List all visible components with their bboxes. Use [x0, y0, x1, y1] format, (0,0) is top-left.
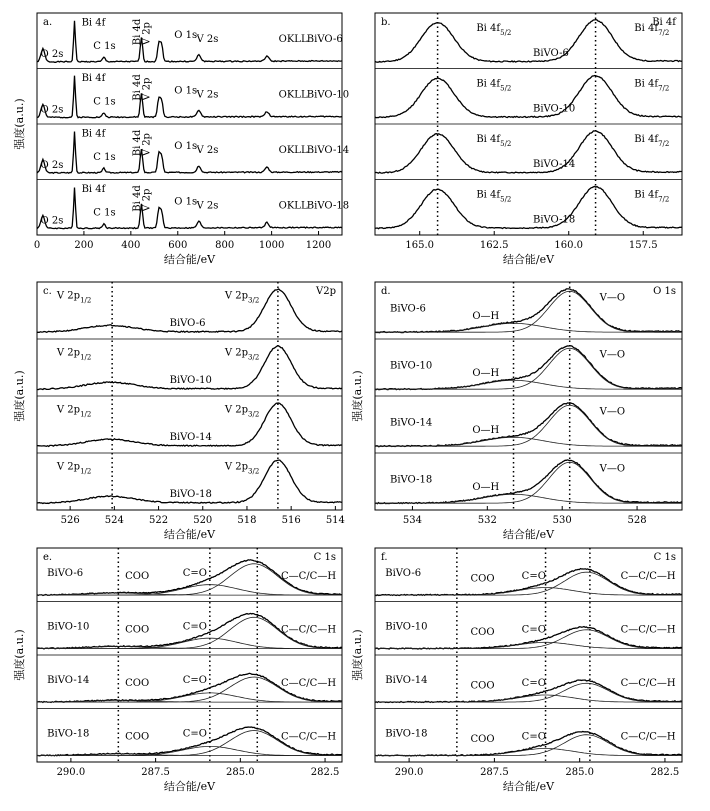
x-tick-label: 287.5 [141, 767, 170, 778]
peak-label: O 2s [40, 159, 64, 171]
y-axis-label: 强度(a.u.) [351, 370, 364, 422]
series-label: BiVO-18 [47, 728, 90, 740]
peak-label: O 2s [40, 48, 64, 60]
peak-label: Bi $4f_{5/2}$ [476, 22, 512, 37]
panel-e [12, 548, 342, 793]
peak-label: Bi 4d [132, 185, 144, 212]
peak-label: C—C/C—H [620, 570, 676, 582]
peak-label: COO [125, 570, 150, 582]
x-tick-label: 526 [60, 515, 80, 526]
peak-label: V—O [599, 292, 626, 304]
peak-label: O 2s [40, 104, 64, 116]
peak-label: C=O [182, 568, 207, 580]
x-axis-label: 结合能/eV [163, 780, 216, 793]
panel-f [350, 548, 682, 793]
peak-label: V 2p [141, 77, 153, 101]
peak-label: C=O [521, 624, 546, 636]
peak-label: V $2p_{1/2}$ [56, 461, 92, 476]
series-label: BiVO-18 [385, 728, 428, 740]
peak-label: C—C/C—H [281, 570, 337, 582]
panel-c [12, 282, 345, 541]
x-tick-label: 285.0 [565, 767, 594, 778]
series-label: BiVO-6 [306, 33, 343, 45]
peak-label: COO [125, 731, 150, 743]
y-axis-label: 强度(a.u.) [13, 370, 26, 422]
series-label: BiVO-6 [532, 47, 569, 59]
peak-label: C—C/C—H [620, 624, 676, 636]
peak-label: O 1s [174, 85, 198, 97]
series-label: BiVO-18 [389, 474, 433, 486]
corner-label: O 1s [653, 286, 676, 297]
x-tick-label: 520 [193, 515, 213, 526]
peak-label: O 1s [174, 141, 198, 153]
peak-label: Bi $4f_{7/2}$ [634, 133, 670, 148]
series-label: BiVO-6 [389, 303, 426, 315]
y-axis-label: 强度(a.u.) [13, 98, 26, 150]
peak-label: V $2p_{3/2}$ [224, 404, 260, 419]
series-label: BiVO-10 [532, 103, 576, 115]
peak-label: V 2s [196, 89, 219, 101]
series-label: BiVO-14 [47, 675, 90, 687]
peak-label: Bi $4f_{5/2}$ [476, 133, 512, 148]
peak-label: COO [125, 624, 150, 636]
x-tick-label: 534 [402, 515, 422, 526]
peak-label: Bi 4d [132, 129, 144, 157]
peak-label: V $2p_{1/2}$ [56, 347, 92, 362]
series-label: BiVO-10 [169, 374, 212, 386]
peak-label: V 2p [141, 133, 153, 157]
series-label: BiVO-14 [306, 144, 350, 156]
peak-label: O—H [472, 482, 500, 494]
peak-label: V $2p_{1/2}$ [56, 404, 92, 419]
series-label: BiVO-18 [532, 214, 576, 226]
x-axis-label: 结合能/eV [502, 528, 555, 541]
peak-label: O 2s [40, 215, 64, 227]
x-axis-label: 结合能/eV [163, 253, 216, 266]
peak-label: V—O [599, 463, 626, 475]
peak-label: Bi $4f_{7/2}$ [634, 22, 670, 37]
x-tick-label: 530 [552, 515, 572, 526]
peak-label: C 1s [93, 96, 116, 108]
peak-label: C=O [521, 570, 546, 582]
x-tick-label: 600 [168, 240, 188, 251]
panel-letter: c. [43, 286, 52, 297]
peak-label: V—O [599, 406, 626, 418]
peak-label: V—O [599, 349, 626, 361]
peak-label: V 2s [196, 144, 219, 156]
peak-label: C=O [521, 677, 546, 689]
peak-label: Bi 4d [132, 74, 144, 101]
peak-label: C—C/C—H [281, 731, 337, 743]
peak-label: V $2p_{1/2}$ [56, 290, 92, 305]
peak-label: Bi 4f [81, 72, 106, 84]
x-tick-label: 522 [149, 515, 169, 526]
panel-letter: a. [43, 17, 53, 28]
x-tick-label: 532 [477, 515, 497, 526]
series-label: BiVO-14 [389, 417, 433, 429]
peak-label: V 2s [196, 200, 219, 212]
peak-label: O—H [472, 425, 500, 437]
series-label: BiVO-14 [532, 158, 576, 170]
peak-label: COO [470, 626, 495, 638]
corner-label: C 1s [653, 552, 676, 563]
peak-label: V $2p_{3/2}$ [224, 461, 260, 476]
peak-label: COO [470, 573, 495, 585]
peak-label: OKLL [278, 33, 308, 45]
peak-label: C—C/C—H [281, 677, 337, 689]
panel-b [375, 13, 682, 266]
y-axis-label: 强度(a.u.) [13, 629, 26, 681]
x-tick-label: 285.0 [226, 767, 255, 778]
x-axis-label: 结合能/eV [163, 528, 216, 541]
x-tick-label: 1000 [258, 240, 285, 251]
panel-letter: f. [381, 552, 388, 563]
fit-component [375, 695, 682, 702]
x-axis-label: 结合能/eV [502, 253, 555, 266]
series-label: BiVO-6 [385, 568, 422, 580]
x-tick-label: 518 [237, 515, 257, 526]
x-tick-label: 165.0 [405, 240, 435, 251]
x-tick-label: 282.5 [650, 767, 680, 778]
peak-label: O 1s [174, 30, 198, 42]
series-label: BiVO-10 [306, 89, 350, 101]
panel-letter: d. [381, 286, 391, 297]
series-label: BiVO-6 [169, 317, 206, 329]
series-label: BiVO-6 [47, 568, 84, 580]
peak-label: Bi 4f [81, 128, 106, 140]
x-tick-label: 400 [121, 240, 141, 251]
corner-label: C 1s [313, 552, 336, 563]
x-tick-label: 162.5 [479, 240, 509, 251]
peak-label: C=O [182, 728, 207, 740]
panel-letter: b. [381, 17, 391, 28]
peak-label: COO [125, 677, 150, 689]
peak-label: C—C/C—H [281, 624, 337, 636]
peak-label: C=O [182, 675, 207, 687]
x-tick-label: 516 [281, 515, 301, 526]
peak-label: OKLL [278, 89, 308, 101]
peak-label: Bi 4f [81, 183, 106, 195]
x-tick-label: 800 [215, 240, 235, 251]
peak-label: Bi 4d [132, 18, 144, 46]
peak-label: Bi $4f_{7/2}$ [634, 78, 670, 93]
series-label: BiVO-10 [389, 360, 433, 372]
x-tick-label: 290.0 [394, 767, 424, 778]
peak-label: O 1s [174, 196, 198, 208]
y-axis-label: 强度(a.u.) [351, 629, 364, 681]
peak-label: C—C/C—H [620, 677, 676, 689]
x-axis-label: 结合能/eV [502, 780, 555, 793]
series-label: BiVO-14 [169, 431, 212, 443]
corner-label: Bi 4f [652, 17, 676, 28]
x-tick-label: 514 [325, 515, 345, 526]
peak-label: V 2s [196, 33, 219, 45]
panel-letter: e. [43, 552, 53, 563]
peak-label: C 1s [93, 207, 116, 219]
peak-label: Bi $4f_{5/2}$ [476, 189, 512, 204]
series-label: BiVO-14 [385, 675, 428, 687]
peak-label: C=O [521, 731, 546, 743]
peak-label: C—C/C—H [620, 731, 676, 743]
x-tick-label: 0 [33, 240, 41, 251]
x-tick-label: 1200 [305, 240, 332, 251]
x-tick-label: 200 [74, 240, 94, 251]
x-tick-label: 287.5 [480, 767, 509, 778]
peak-label: O—H [472, 311, 500, 323]
peak-label: V $2p_{3/2}$ [224, 347, 260, 362]
peak-label: Bi $4f_{7/2}$ [634, 189, 670, 204]
series-label: BiVO-18 [169, 488, 212, 500]
panel-a [12, 13, 349, 266]
series-label: BiVO-10 [385, 621, 428, 633]
series-label: BiVO-18 [306, 200, 350, 212]
x-tick-label: 528 [627, 515, 647, 526]
peak-label: V $2p_{3/2}$ [224, 290, 260, 305]
x-tick-label: 282.5 [310, 767, 340, 778]
peak-label: Bi $4f_{5/2}$ [476, 78, 512, 93]
series-label: BiVO-10 [47, 621, 90, 633]
x-tick-label: 290.0 [56, 767, 86, 778]
x-tick-label: 157.5 [628, 240, 658, 251]
peak-label: OKLL [278, 144, 308, 156]
panel-d [350, 282, 682, 541]
peak-label: C=O [182, 621, 207, 633]
corner-label: V2p [316, 286, 336, 297]
peak-label: OKLL [278, 200, 308, 212]
peak-label: Bi 4f [81, 17, 106, 29]
peak-label: C 1s [93, 152, 116, 164]
peak-label: C 1s [93, 41, 116, 53]
x-tick-label: 160.0 [554, 240, 584, 251]
peak-label: V 2p [141, 22, 153, 46]
peak-label: V 2p [141, 188, 153, 212]
peak-label: COO [470, 680, 495, 692]
peak-label: COO [470, 733, 495, 745]
peak-label: O—H [472, 368, 500, 380]
x-tick-label: 524 [104, 515, 124, 526]
